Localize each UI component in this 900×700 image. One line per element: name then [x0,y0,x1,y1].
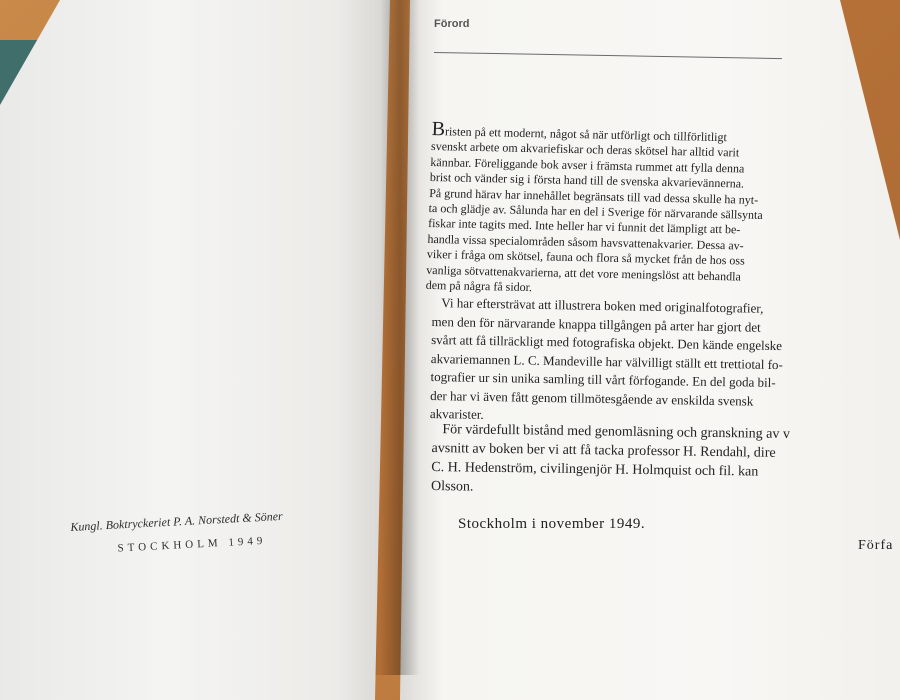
foreword-paragraph-3: För värdefullt bistånd med genomläsning och granskning av v avsnitt av boken ber vi att få tacka professor H. Rendahl, dire C. H. Hedenström, civilingenjör H. Holmquist och fil. kan Olsson. [430,421,791,495]
left-page [0,0,400,700]
book-gutter [380,0,420,675]
paragraph-1-text: risten på ett modernt, något så när utförligt och tillförlitligt svenskt arbete om akvariefiskar och deras skötsel har alltid varit kännbar. Föreliggande bok avser i främsta rummet att fylla denna brist och vänder sig i första hand till de svenska akvarievännerna. På grund härav har innehållet begränsats till vad dessa skulle ha nyt- ta och glädje av. Sålunda har en del i Sverige för närvarande sällsynta fiskar inte tagits med. Inte heller har vi funnit det lämpligt att be- handla vissa specialområden såsom havsvattenakvarier. Dessa av- viker i fråga om skötsel, fauna och flora så mycket från de hos oss vanliga sötvattenakvarierna, att det vore meningslöst att behandla dem på några få sidor. [425,124,764,295]
page-heading: Förord [434,18,470,30]
foreword-paragraph-2: Vi har eftersträvat att illustrera boken med originalfotografier, men den för närvarande knappa tillgången på arter har gjort det svårt att få tillräckligt med fotografiska objekt. Den kände engelske akvariemannen L. C. Mandeville har välvilligt ställt ett trettiotal fo- tografier ur sin unika samling till vårt förfogande. En del goda bil- der har vi även fått genom tillmötesgående av enskilda svensk akvarister. [429,294,783,422]
drop-cap: B [431,118,446,141]
author-signature: Förfa [858,538,894,553]
printer-name: Kungl. Boktryckeriet P. A. Norstedt & Söner [70,508,283,534]
foreword-paragraph-1 [425,118,900,303]
print-place-year: STOCKHOLM 1949 [117,534,267,555]
closing-place-date: Stockholm i november 1949. [458,516,646,532]
